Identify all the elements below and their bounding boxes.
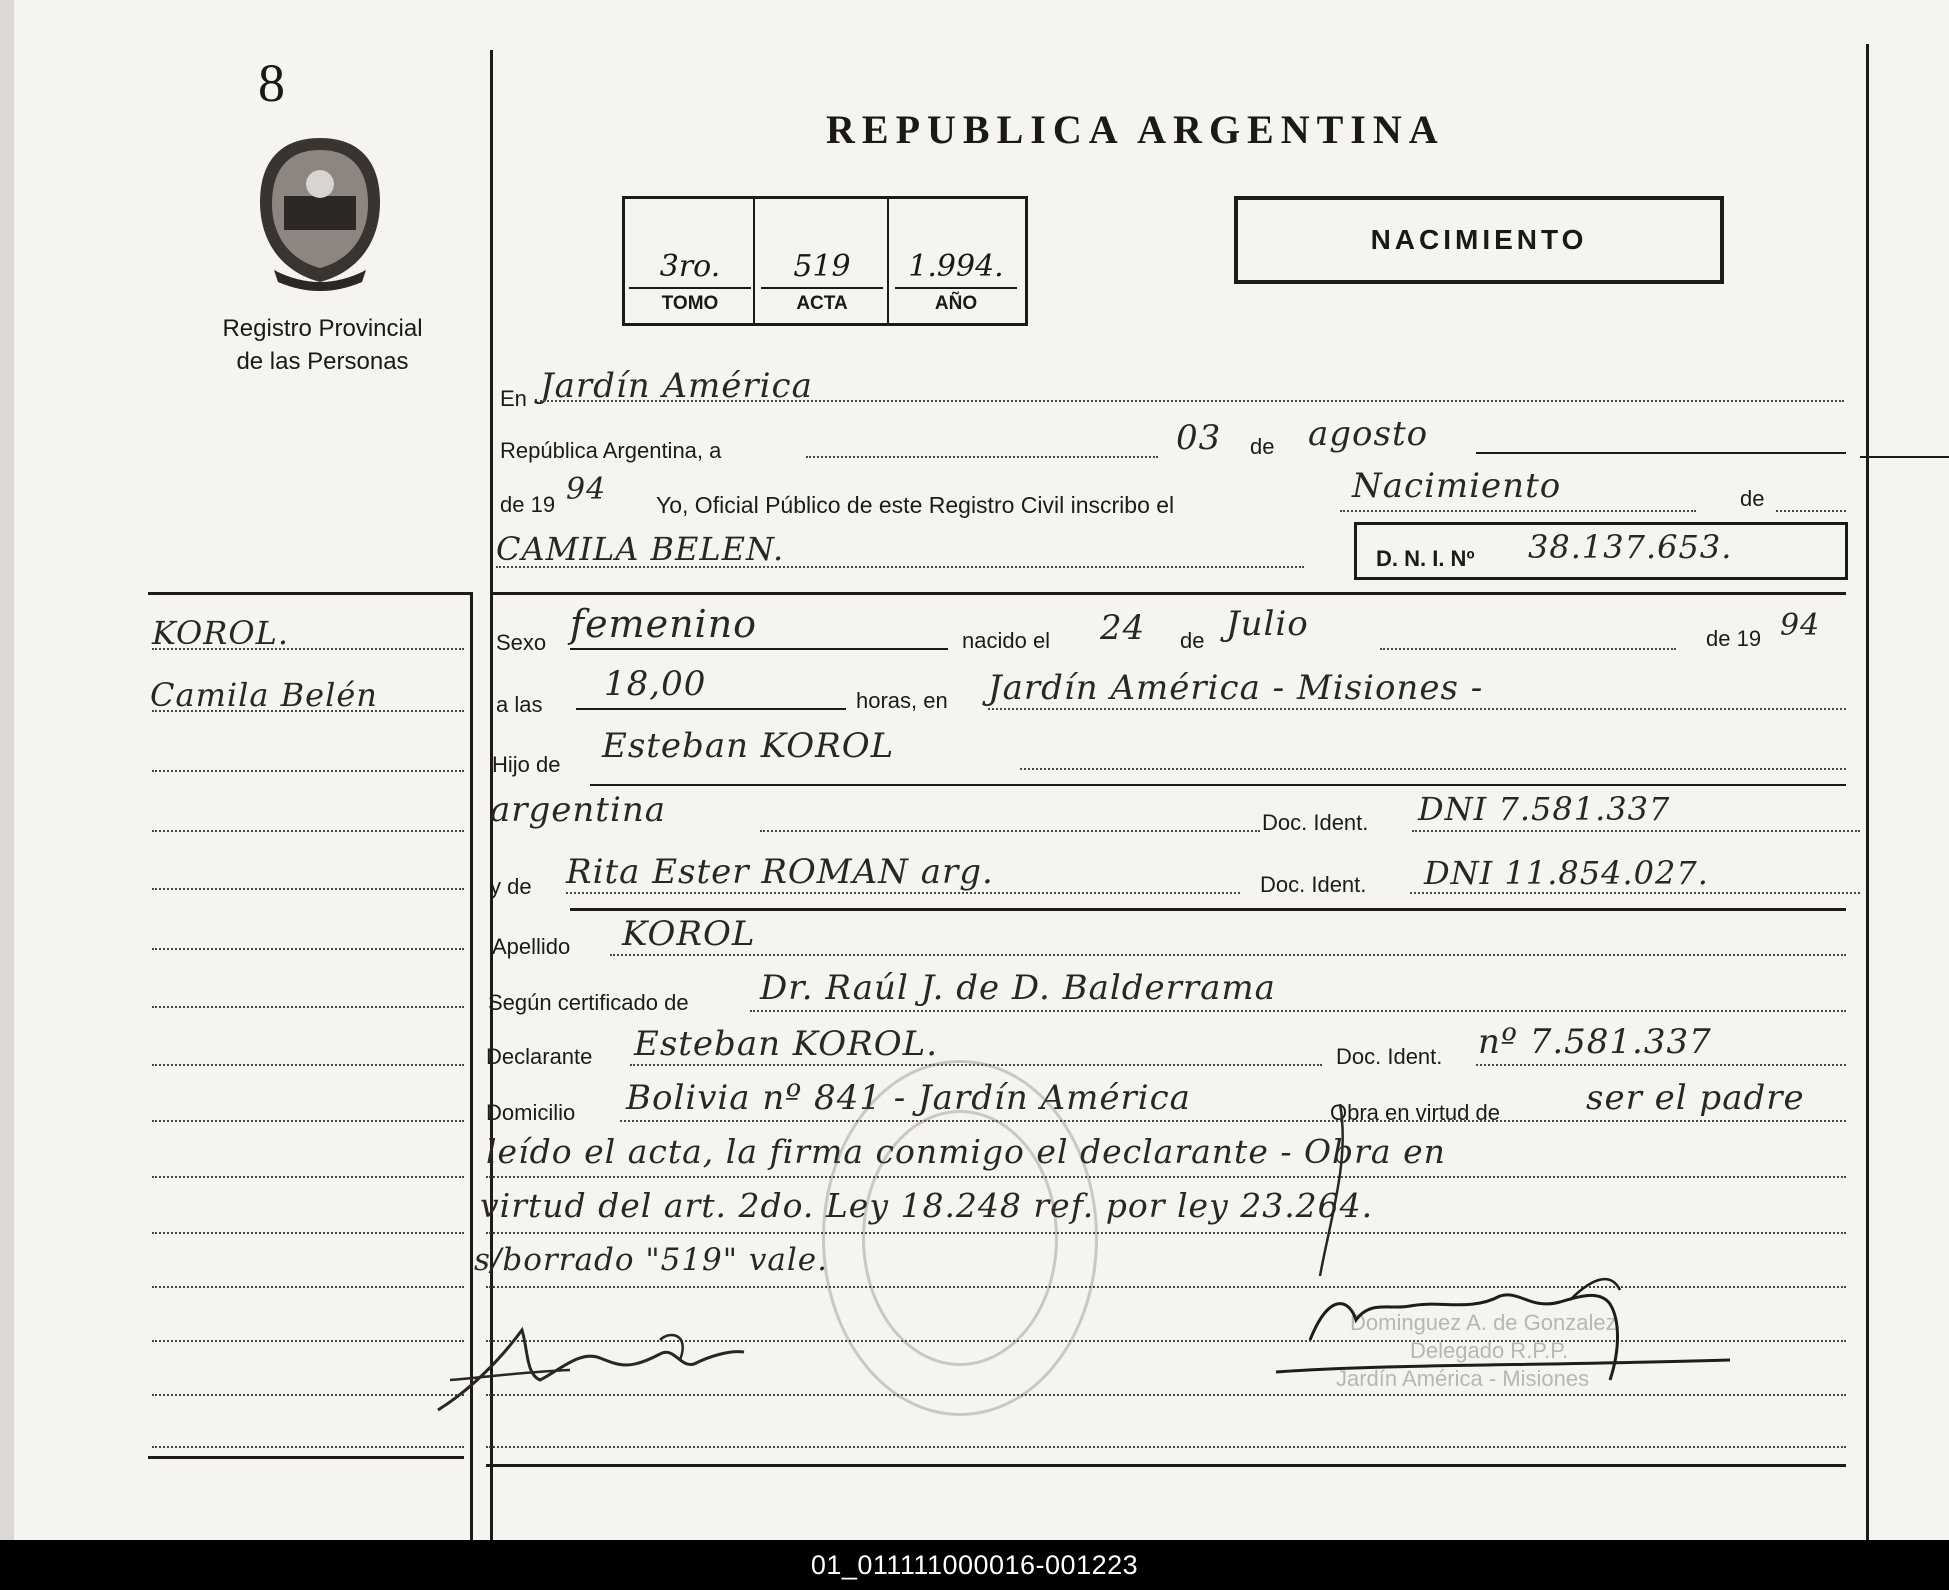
notes-dotted-2 bbox=[486, 1232, 1846, 1234]
segun-value: Dr. Raúl J. de D. Balderrama bbox=[760, 968, 1276, 1008]
registry-line-2: de las Personas bbox=[236, 348, 409, 375]
acta-value: 519 bbox=[793, 249, 851, 284]
margin-dotted-13 bbox=[152, 1340, 464, 1342]
father-doc: DNI 7.581.337 bbox=[1418, 790, 1671, 828]
id-divider-1 bbox=[753, 199, 755, 323]
father-rule bbox=[590, 784, 1846, 786]
de19-label: de 19 bbox=[500, 492, 556, 517]
father-name-line bbox=[1020, 768, 1846, 770]
de-end-line bbox=[1776, 510, 1846, 512]
footer-code: 01_011111000016-001223 bbox=[0, 1540, 1949, 1590]
birth-month: Julio bbox=[1226, 604, 1309, 644]
obra-label: Obra en virtud de bbox=[1330, 1100, 1500, 1125]
de-label: de bbox=[1250, 434, 1275, 459]
section-rule-2 bbox=[570, 908, 1846, 911]
father-name: Esteban KOROL bbox=[602, 726, 895, 766]
margin-dotted-11 bbox=[152, 1232, 464, 1234]
birth-day: 24 bbox=[1100, 608, 1146, 648]
margin-dotted-4 bbox=[152, 830, 464, 832]
margin-surname: KOROL. bbox=[152, 614, 290, 652]
child-name: CAMILA BELEN. bbox=[496, 530, 785, 568]
year-suffix: 94 bbox=[566, 472, 607, 507]
margin-dotted-6 bbox=[152, 948, 464, 950]
birth-place-line bbox=[988, 708, 1846, 710]
notes-dotted-6 bbox=[486, 1446, 1846, 1448]
birth-month-line bbox=[1380, 648, 1676, 650]
id-divider-2 bbox=[887, 199, 889, 323]
hijo-label: Hijo de bbox=[492, 752, 561, 777]
margin-dotted-5 bbox=[152, 888, 464, 890]
record-id-table bbox=[622, 196, 1028, 326]
domicilio-label: Domicilio bbox=[486, 1100, 576, 1125]
apellido-value: KOROL bbox=[622, 914, 756, 954]
father-nationality: argentina bbox=[490, 790, 667, 830]
month-value: agosto bbox=[1308, 414, 1429, 454]
de-label-end: de bbox=[1740, 486, 1765, 511]
de19-label-2: de 19 bbox=[1706, 626, 1762, 651]
nacimiento-box: NACIMIENTO bbox=[1234, 196, 1724, 284]
obra-value: ser el padre bbox=[1586, 1078, 1805, 1118]
y-de-label: y de bbox=[490, 874, 532, 899]
registry-name bbox=[190, 312, 455, 378]
acta-label: ACTA bbox=[796, 293, 848, 314]
tomo-label: TOMO bbox=[661, 293, 719, 314]
margin-given-name: Camila Belén bbox=[150, 676, 378, 714]
scan-edge bbox=[0, 0, 14, 1540]
sexo-value: femenino bbox=[570, 602, 758, 646]
apellido-line bbox=[610, 954, 1846, 956]
hour-value: 18,00 bbox=[604, 664, 707, 704]
anio-label: AÑO bbox=[934, 293, 978, 314]
margin-pen-stroke bbox=[1300, 1100, 1370, 1280]
republica-label: República Argentina, a bbox=[500, 438, 722, 463]
en-label: En bbox=[500, 386, 527, 411]
official-role: Delegado R.P.P. bbox=[1410, 1338, 1569, 1363]
margin-dotted-1 bbox=[152, 648, 464, 650]
republica-line bbox=[806, 456, 1158, 458]
tomo-value: 3ro. bbox=[659, 249, 721, 284]
inscribo-line bbox=[1340, 510, 1696, 512]
birth-place: Jardín América - Misiones - bbox=[988, 668, 1484, 708]
mother-doc-line bbox=[1410, 892, 1860, 894]
margin-bottom-rule bbox=[148, 1456, 464, 1459]
declarant-signature bbox=[430, 1310, 750, 1420]
official-stamp-inner bbox=[862, 1110, 1058, 1366]
segun-line bbox=[750, 1010, 1846, 1012]
margin-dotted-14 bbox=[152, 1394, 464, 1396]
notes-dotted-1 bbox=[486, 1176, 1846, 1178]
mother-doc-label: Doc. Ident. bbox=[1260, 872, 1367, 897]
en-value: Jardín América bbox=[540, 366, 813, 406]
sexo-line bbox=[570, 648, 948, 650]
official-printed-name: Dominguez A. de Gonzalez bbox=[1350, 1310, 1617, 1335]
child-name-line bbox=[496, 566, 1304, 568]
notes-line-1: leído el acta, la firma conmigo el declarante - Obra en bbox=[486, 1132, 1446, 1171]
hour-line bbox=[576, 708, 846, 710]
margin-dotted-10 bbox=[152, 1176, 464, 1178]
margin-dotted-15 bbox=[152, 1446, 464, 1448]
sexo-label: Sexo bbox=[496, 630, 547, 655]
dni-value: 38.137.653. bbox=[1528, 528, 1733, 566]
en-line bbox=[540, 400, 1844, 402]
father-nationality-line bbox=[760, 830, 1260, 832]
inscribo-value: Nacimiento bbox=[1352, 466, 1562, 506]
day-value: 03 bbox=[1176, 418, 1222, 458]
official-place: Jardín América - Misiones bbox=[1336, 1366, 1590, 1391]
section-rule-1 bbox=[490, 592, 1846, 595]
dni-label: D. N. I. Nº bbox=[1376, 546, 1475, 571]
anio-underline bbox=[895, 287, 1017, 289]
declarante-doc-label: Doc. Ident. bbox=[1336, 1044, 1443, 1069]
declarante-doc: nº 7.581.337 bbox=[1478, 1022, 1712, 1062]
month-line bbox=[1476, 452, 1846, 454]
provincial-seal-icon bbox=[250, 132, 390, 292]
father-doc-line bbox=[1412, 830, 1860, 832]
margin-top-rule bbox=[148, 592, 470, 595]
notes-line-3: s/borrado "519" vale. bbox=[474, 1242, 828, 1278]
birth-year-suffix: 94 bbox=[1780, 608, 1821, 643]
bottom-rule bbox=[486, 1464, 1846, 1467]
registry-line-1: Registro Provincial bbox=[222, 315, 423, 342]
acta-cell bbox=[757, 199, 887, 323]
segun-label: Según certificado de bbox=[488, 990, 689, 1015]
margin-dotted-2 bbox=[152, 710, 464, 712]
tomo-cell bbox=[625, 199, 755, 323]
mother-name-line bbox=[566, 892, 1240, 894]
margin-dotted-9 bbox=[152, 1120, 464, 1122]
margin-dotted-7 bbox=[152, 1006, 464, 1008]
margin-dotted-8 bbox=[152, 1064, 464, 1066]
declarante-value: Esteban KOROL. bbox=[634, 1024, 939, 1064]
official-signature bbox=[1270, 1260, 1750, 1400]
anio-value: 1.994. bbox=[908, 249, 1004, 284]
notes-line-2: virtud del art. 2do. Ley 18.248 ref. por ley 23.264. bbox=[480, 1186, 1374, 1225]
document-title: REPUBLICA ARGENTINA bbox=[826, 107, 1445, 152]
mother-doc: DNI 11.854.027. bbox=[1424, 854, 1709, 892]
declarante-doc-line bbox=[1476, 1064, 1846, 1066]
domicilio-value: Bolivia nº 841 - Jardín América bbox=[626, 1078, 1191, 1118]
nacido-label: nacido el bbox=[962, 628, 1051, 653]
margin-protrude-line bbox=[1860, 456, 1949, 458]
a-las-label: a las bbox=[496, 692, 543, 717]
page-number: 8 bbox=[258, 53, 285, 113]
birth-de-label: de bbox=[1180, 628, 1205, 653]
tomo-underline bbox=[629, 287, 751, 289]
anio-cell bbox=[891, 199, 1021, 323]
oficial-text: Yo, Oficial Público de este Registro Civil inscribo el bbox=[656, 492, 1175, 518]
mother-name: Rita Ester ROMAN arg. bbox=[566, 852, 994, 892]
horas-label: horas, en bbox=[856, 688, 948, 713]
acta-underline bbox=[761, 287, 883, 289]
apellido-label: Apellido bbox=[492, 934, 571, 959]
margin-dotted-12 bbox=[152, 1286, 464, 1288]
father-doc-label: Doc. Ident. bbox=[1262, 810, 1369, 835]
right-frame-line bbox=[1866, 44, 1869, 1540]
declarante-label: Declarante bbox=[486, 1044, 593, 1069]
margin-dotted-3 bbox=[152, 770, 464, 772]
domicilio-line bbox=[620, 1120, 1846, 1122]
